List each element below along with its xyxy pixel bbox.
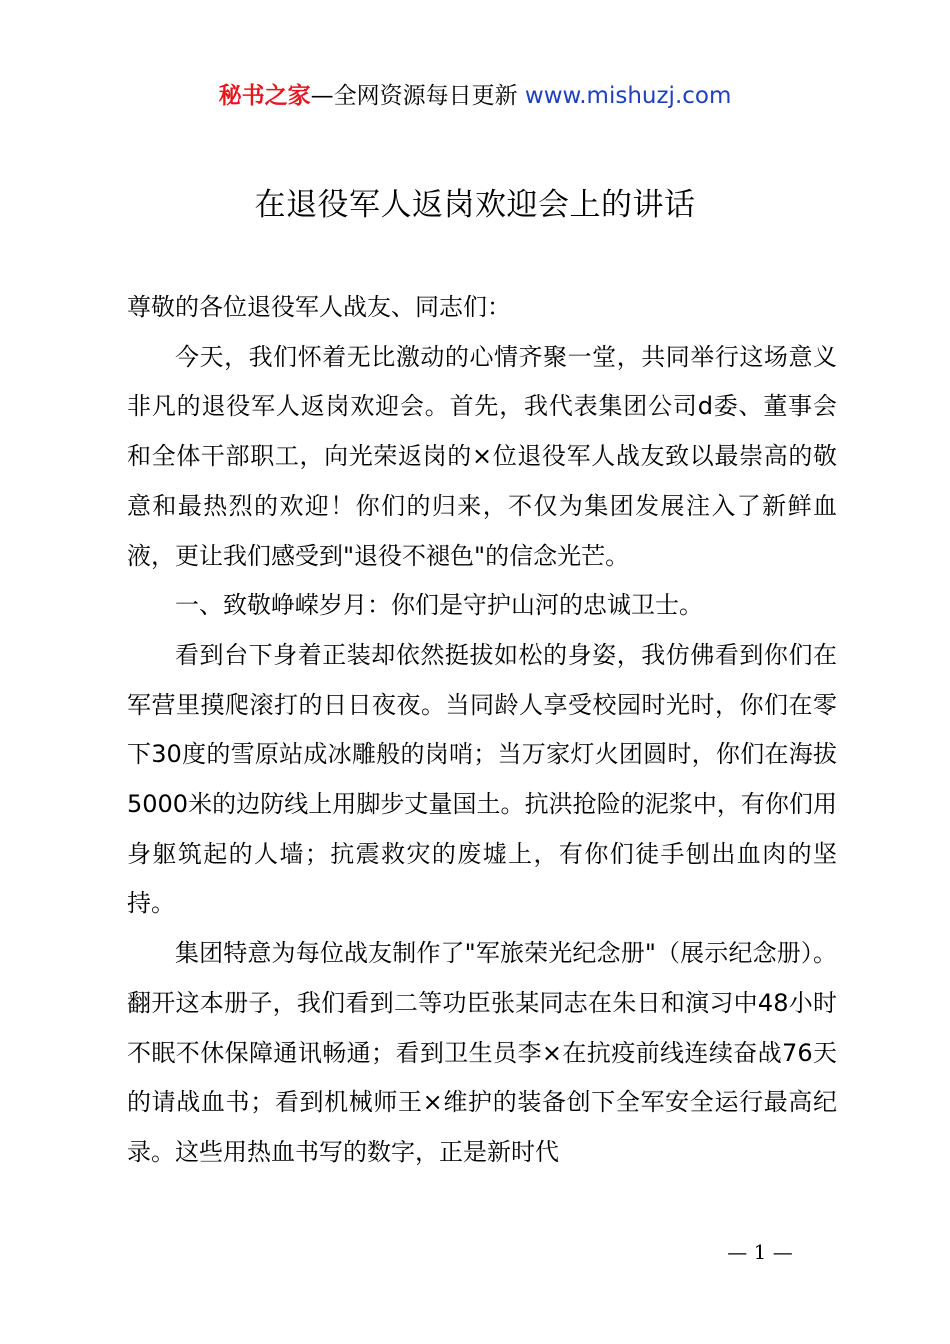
site-url-link[interactable]: www.mishuzj.com: [524, 83, 732, 109]
site-header: [0, 80, 950, 112]
paragraph-3: 集团特意为每位战友制作了"军旅荣光纪念册"（展示纪念册）。翻开这本册子，我们看到二等功臣张某同志在朱日和演习中48小时不眠不休保障通讯畅通；看到卫生员李×在抗疫前线连续奋战76天的请战血书；看到机械师王×维护的装备创下全军安全运行最高纪录。这些用热血书写的数字，正是新时代: [127, 939, 837, 1166]
page-number: — 1 —: [727, 1240, 793, 1264]
salutation: 尊敬的各位退役军人战友、同志们：: [127, 293, 511, 321]
document-title: 在退役军人返岗欢迎会上的讲话: [254, 187, 696, 223]
document-body: [127, 283, 837, 1178]
paragraph-2: 看到台下身着正装却依然挺拔如松的身姿，我仿佛看到你们在军营里摸爬滚打的日日夜夜。当同龄人享受校园时光时，你们在零下30度的雪原站成冰雕般的岗哨；当万家灯火团圆时，你们在海拔5000米的边防线上用脚步丈量国土。抗洪抢险的泥浆中，有你们用身躯筑起的人墙；抗震救灾的废墟上，有你们徒手刨出血肉的坚持。: [127, 640, 837, 918]
brand-name: 秘书之家: [218, 83, 311, 109]
section-heading-1: 一、致敬峥嵘岁月：你们是守护山河的忠诚卫士。: [175, 591, 703, 620]
header-slogan: —全网资源每日更新: [310, 83, 525, 109]
paragraph-1: 今天，我们怀着无比激动的心情齐聚一堂，共同举行这场意义非凡的退役军人返岗欢迎会。首先，我代表集团公司d委、董事会和全体干部职工，向光荣返岗的×位退役军人战友致以最崇高的敬意和最热烈的欢迎！你们的归来，不仅为集团发展注入了新鲜血液，更让我们感受到"退役不褪色"的信念光芒。: [127, 342, 837, 570]
